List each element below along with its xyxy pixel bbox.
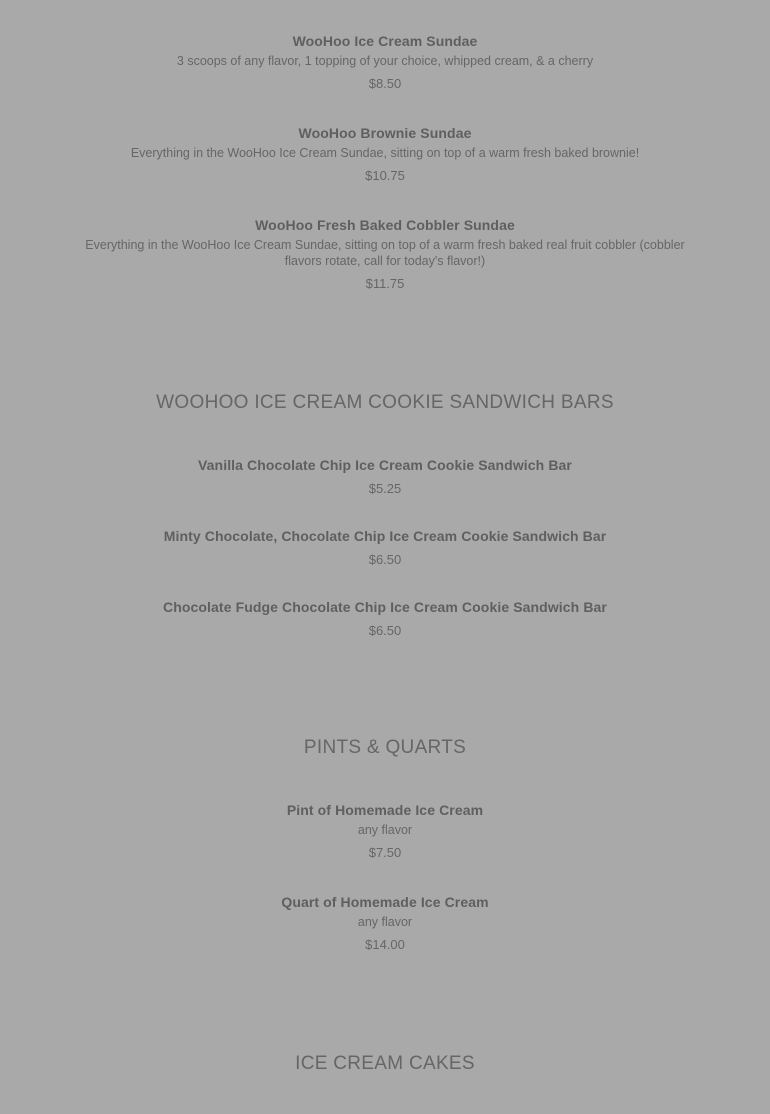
menu-item-pint	[60, 801, 710, 861]
menu-item-ice-cream-sundae	[60, 32, 710, 92]
menu-item-price: $14.00	[365, 937, 405, 952]
menu-item-price: $11.75	[365, 276, 405, 291]
menu-item-quart	[60, 893, 710, 953]
menu-item-price: $8.50	[368, 76, 402, 91]
menu-item-price: $10.75	[365, 168, 405, 183]
menu-item-name: WooHoo Ice Cream Sundae	[292, 33, 478, 49]
menu-item-description: Everything in the WooHoo Ice Cream Sundae, sitting on top of a warm fresh baked real fruit cobbler (cobbler flavors rotate, call for today's flavor!)	[85, 238, 685, 268]
menu-item-description: Everything in the WooHoo Ice Cream Sundae, sitting on top of a warm fresh baked brownie!	[130, 146, 640, 160]
menu-item-brownie-sundae	[60, 124, 710, 184]
menu-item-description: 3 scoops of any flavor, 1 topping of your choice, whipped cream, & a cherry	[176, 54, 594, 68]
menu-item-name: Vanilla Chocolate Chip Ice Cream Cookie Sandwich Bar	[198, 457, 572, 473]
menu-item-price: $7.50	[368, 845, 402, 860]
section-heading-cookie-sandwich-bars: WOOHOO ICE CREAM COOKIE SANDWICH BARS	[156, 392, 614, 413]
menu-item-description: any flavor	[357, 915, 413, 929]
menu-item-name: Pint of Homemade Ice Cream	[286, 802, 484, 818]
menu-item-cobbler-sundae	[60, 216, 710, 292]
menu-item-price: $6.50	[368, 623, 402, 638]
menu-item-price: $6.50	[368, 552, 402, 567]
menu-item-minty-cookie-bar	[60, 527, 710, 568]
menu-item-name: WooHoo Fresh Baked Cobbler Sundae	[255, 217, 515, 233]
menu-item-fudge-cookie-bar	[60, 598, 710, 639]
menu-item-name: Quart of Homemade Ice Cream	[281, 894, 489, 910]
menu-item-price: $5.25	[368, 481, 402, 496]
menu-item-name: Chocolate Fudge Chocolate Chip Ice Cream Cookie Sandwich Bar	[163, 599, 607, 615]
section-heading-ice-cream-cakes: ICE CREAM CAKES	[295, 1053, 475, 1074]
menu-item-name: WooHoo Brownie Sundae	[298, 125, 472, 141]
menu-item-description: any flavor	[357, 823, 413, 837]
menu-item-name: Minty Chocolate, Chocolate Chip Ice Cream Cookie Sandwich Bar	[163, 528, 607, 544]
section-heading-pints-quarts: PINTS & QUARTS	[303, 737, 467, 758]
menu-item-vanilla-cookie-bar	[60, 456, 710, 497]
